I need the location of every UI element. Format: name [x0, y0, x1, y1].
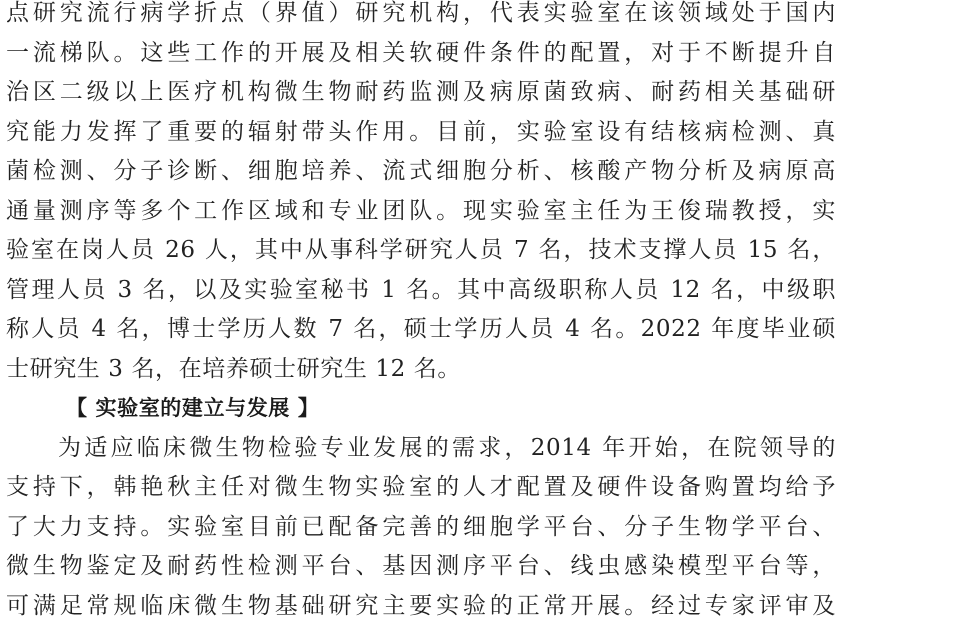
text-line: 微生物鉴定及耐药性检测平台、基因测序平台、线虫感染模型平台等， [6, 547, 836, 587]
text-line: 可满足常规临床微生物基础研究主要实验的正常开展。经过专家评审及 [6, 587, 836, 626]
text-line: 治区二级以上医疗机构微生物耐药监测及病原菌致病、耐药相关基础研 [6, 73, 836, 113]
text-line: 为适应临床微生物检验专业发展的需求，2014 年开始，在院领导的 [6, 429, 836, 469]
text-line: 支持下，韩艳秋主任对微生物实验室的人才配置及硬件设备购置均给予 [6, 468, 836, 508]
text-line: 点研究流行病学折点（界值）研究机构，代表实验室在该领域处于国内 [6, 0, 836, 34]
text-line: 称人员 4 名，博士学历人数 7 名，硕士学历人员 4 名。2022 年度毕业硕 [6, 310, 836, 350]
paragraph-lab-staff [6, 0, 836, 389]
paragraph-lab-development [6, 429, 836, 626]
section-heading: 【 实验室的建立与发展 】 [6, 389, 836, 429]
text-line: 士研究生 3 名，在培养硕士研究生 12 名。 [6, 350, 836, 390]
text-line: 验室在岗人员 26 人，其中从事科学研究人员 7 名，技术支撑人员 15 名， [6, 231, 836, 271]
text-line: 究能力发挥了重要的辐射带头作用。目前，实验室设有结核病检测、真 [6, 113, 836, 153]
text-line: 了大力支持。实验室目前已配备完善的细胞学平台、分子生物学平台、 [6, 508, 836, 548]
text-line: 菌检测、分子诊断、细胞培养、流式细胞分析、核酸产物分析及病原高 [6, 152, 836, 192]
text-line: 通量测序等多个工作区域和专业团队。现实验室主任为王俊瑞教授，实 [6, 192, 836, 232]
text-line: 管理人员 3 名，以及实验室秘书 1 名。其中高级职称人员 12 名，中级职 [6, 271, 836, 311]
text-line: 一流梯队。这些工作的开展及相关软硬件条件的配置，对于不断提升自 [6, 34, 836, 74]
document-page [6, 0, 836, 626]
